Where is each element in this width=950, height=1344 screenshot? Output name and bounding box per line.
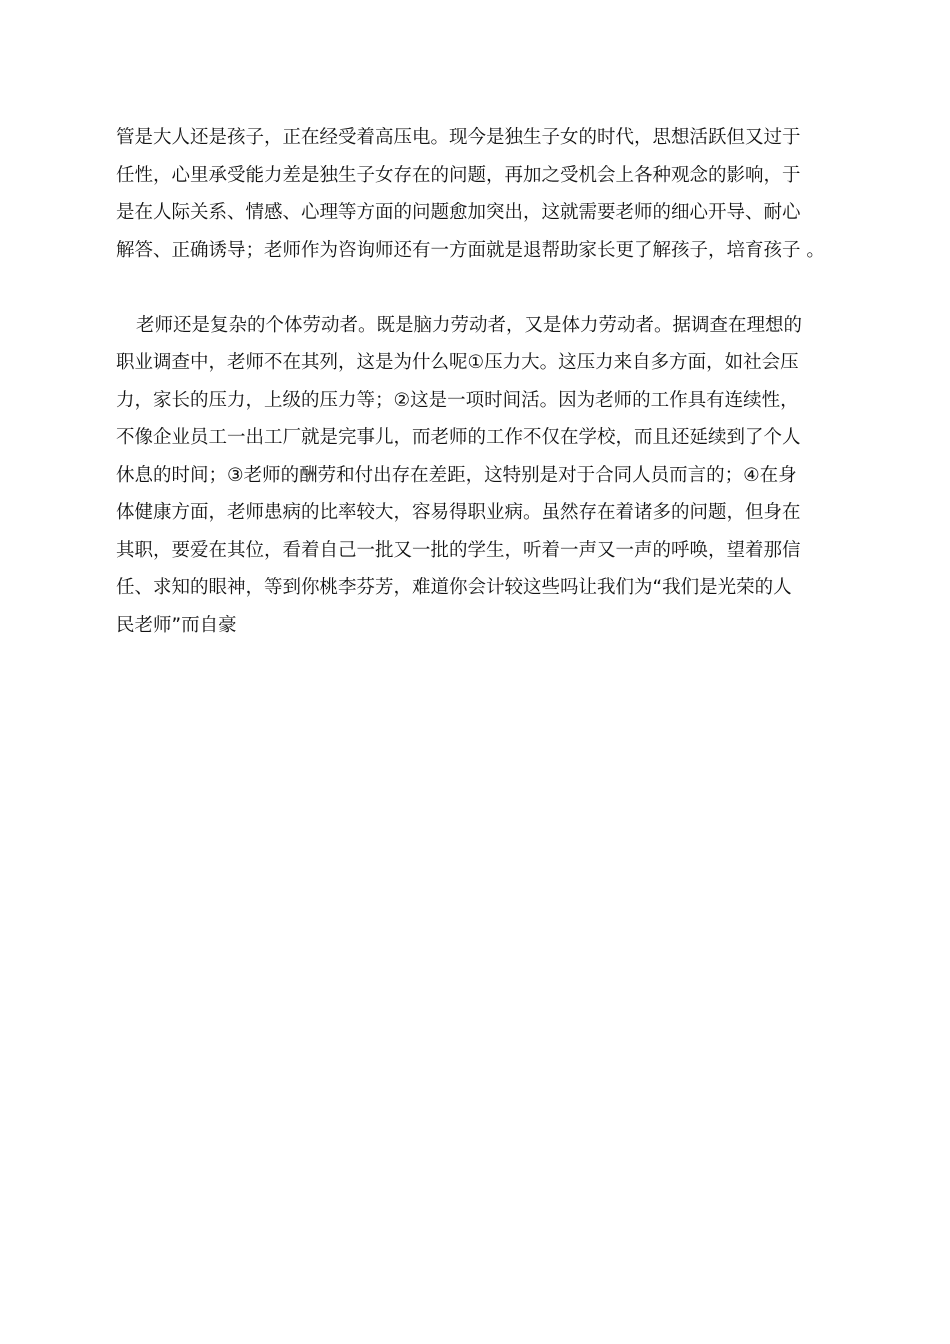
text-line: 民老师”而自豪 (116, 615, 237, 636)
text-line: 职业调查中，老师不在其列，这是为什么呢①压力大。这压力来自多方面，如社会压 (116, 352, 799, 373)
text-line: 任、求知的眼神，等到你桃李芬芳，难道你会计较这些吗让我们为“我们是光荣的人 (116, 577, 792, 598)
text-line: 不像企业员工一出工厂就是完事儿，而老师的工作不仅在学校，而且还延续到了个人 (116, 427, 801, 448)
text-line: 力，家长的压力，上级的压力等；②这是一项时间活。因为老师的工作具有连续性， (116, 390, 799, 411)
text-line: 其职，要爱在其位，看着自己一批又一批的学生，听着一声又一声的呼唤，望着那信 (116, 540, 801, 561)
text-line: 休息的时间；③老师的酬劳和付出存在差距，这特别是对于合同人员而言的；④在身 (116, 465, 797, 486)
text-line: 体健康方面，老师患病的比率较大，容易得职业病。虽然存在着诸多的问题，但身在 (116, 502, 801, 523)
text-line: 是在人际关系、情感、心理等方面的问题愈加突出，这就需要老师的细心开导、耐心 (116, 202, 801, 223)
text-line: 管是大人还是孩子，正在经受着高压电。现今是独生子女的时代，思想活跃但又过于 (116, 127, 801, 148)
text-line: 老师还是复杂的个体劳动者。既是脑力劳动者，又是体力劳动者。据调查在理想的 (136, 315, 803, 336)
text-line: 解答、正确诱导；老师作为咨询师还有一方面就是退帮助家长更了解孩子，培育孩子 。 (116, 240, 825, 261)
text-line: 任性，心里承受能力差是独生子女存在的问题，再加之受机会上各种观念的影响，于 (116, 165, 801, 186)
